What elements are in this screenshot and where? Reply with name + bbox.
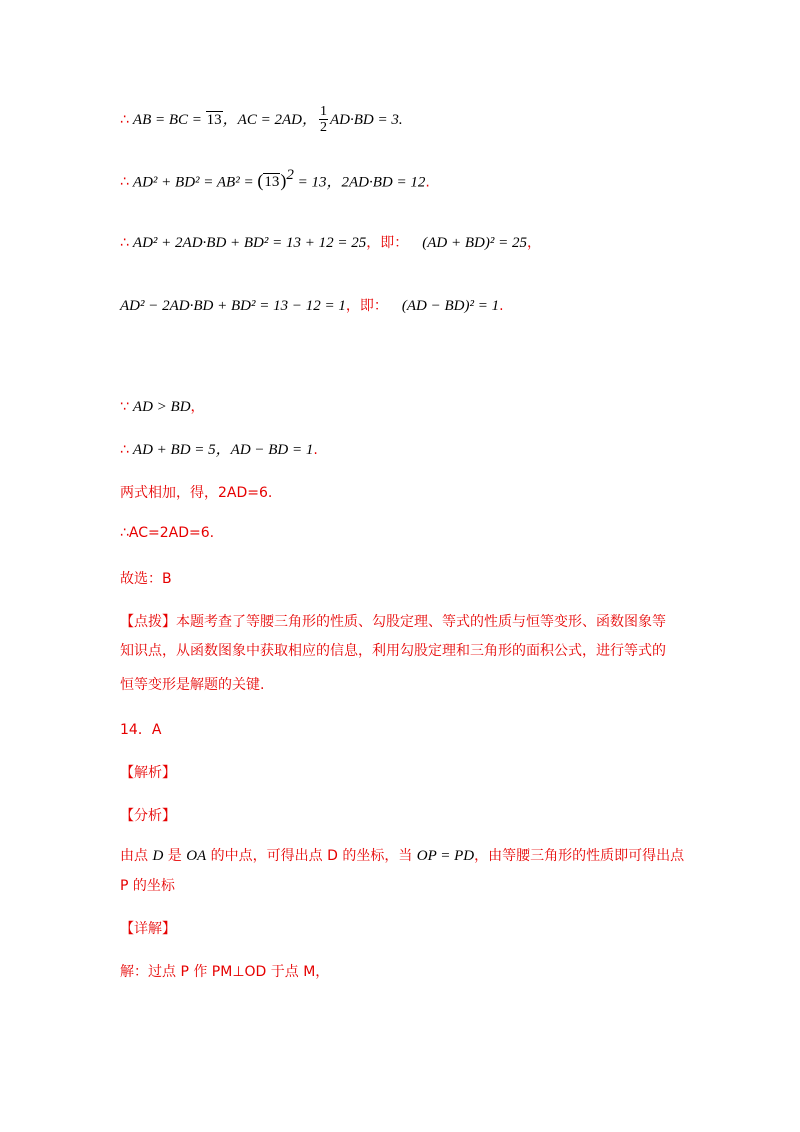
analysis-text-line-2: P 的坐标 bbox=[120, 878, 175, 894]
paren-open: ( bbox=[257, 170, 264, 191]
eq2-part-b: = 13，2AD·BD = 12 bbox=[293, 174, 426, 191]
result-line: ∴AC=2AD=6. bbox=[120, 525, 215, 541]
analysis-text-line-1 bbox=[120, 845, 684, 865]
eq4-part-a: AD² − 2AD·BD + BD² = 13 − 12 = 1 bbox=[120, 298, 346, 314]
eq4-tail: . bbox=[499, 298, 504, 314]
eq3-tail: ， bbox=[527, 235, 541, 251]
fraction-one-half bbox=[319, 104, 328, 135]
tip-line-2: 知识点，从函数图象中获取相应的信息，利用勾股定理和三角形的面积公式，进行等式的 bbox=[120, 643, 666, 659]
text-seg: 是 bbox=[163, 848, 187, 864]
sum-step-line: 两式相加，得，2AD=6. bbox=[120, 485, 273, 501]
equation-line-2 bbox=[120, 168, 430, 191]
eq3-sep: ，即： bbox=[366, 235, 409, 251]
eq5-text: AD > BD bbox=[132, 399, 191, 415]
eq1-part-c: AD·BD = 3. bbox=[329, 112, 403, 128]
equation-line-4 bbox=[120, 295, 504, 315]
eq3-part-b: (AD + BD)² = 25 bbox=[422, 235, 527, 251]
equation-op-pd: OP = PD bbox=[416, 848, 475, 864]
eq6-text: AD + BD = 5，AD − BD = 1 bbox=[132, 442, 314, 458]
equation-line-1 bbox=[120, 104, 403, 135]
text-seg: 由点 bbox=[120, 848, 153, 864]
eq4-part-b: (AD − BD)² = 1 bbox=[401, 298, 500, 314]
equation-line-3 bbox=[120, 232, 541, 252]
eq1-part-b: ，AC = 2AD， bbox=[222, 112, 317, 128]
text-seg: ，由等腰三角形的性质即可得出点 bbox=[474, 848, 685, 864]
text-seg: 的中点，可得出点 D 的坐标，当 bbox=[206, 848, 417, 864]
equation-line-5 bbox=[120, 396, 205, 416]
exponent: 2 bbox=[286, 167, 294, 183]
therefore-symbol: ∴ bbox=[120, 112, 129, 128]
eq1-part-a: AB = BC = bbox=[132, 112, 206, 128]
question-number-line: 14．A bbox=[120, 722, 162, 738]
answer-line: 故选：B bbox=[120, 571, 172, 587]
paren-close: ) bbox=[280, 170, 287, 191]
equation-line-6 bbox=[120, 438, 318, 459]
tip-line-3: 恒等变形是解题的关键. bbox=[120, 677, 265, 693]
eq6-tail: . bbox=[313, 442, 318, 458]
eq4-sep: ，即： bbox=[345, 298, 388, 314]
fraction-numerator: 1 bbox=[319, 104, 327, 119]
eq5-tail: ， bbox=[190, 399, 205, 415]
tip-line-1: 【点拨】本题考查了等腰三角形的性质、勾股定理、等式的性质与恒等变形、函数图象等 bbox=[120, 614, 666, 630]
detail-heading: 【详解】 bbox=[120, 921, 176, 937]
therefore-symbol: ∴ bbox=[120, 235, 129, 251]
eq2-part-a: AD² + BD² = AB² = bbox=[132, 174, 258, 191]
eq3-part-a: AD² + 2AD·BD + BD² = 13 + 12 = 25 bbox=[132, 235, 367, 251]
because-symbol: ∵ bbox=[120, 399, 129, 415]
therefore-symbol: ∴ bbox=[120, 174, 129, 191]
eq2-tail: . bbox=[425, 174, 430, 191]
segment-oa: OA bbox=[186, 848, 207, 864]
sqrt-13: 13 bbox=[264, 174, 280, 191]
analysis-heading: 【解析】 bbox=[120, 765, 176, 781]
therefore-symbol: ∴ bbox=[120, 442, 129, 458]
solution-first-line: 解：过点 P 作 PM⊥OD 于点 M， bbox=[120, 964, 330, 980]
breakdown-heading: 【分析】 bbox=[120, 808, 176, 824]
fraction-denominator: 2 bbox=[319, 120, 327, 135]
point-d: D bbox=[152, 848, 164, 864]
sqrt-13: 13 bbox=[206, 112, 222, 128]
